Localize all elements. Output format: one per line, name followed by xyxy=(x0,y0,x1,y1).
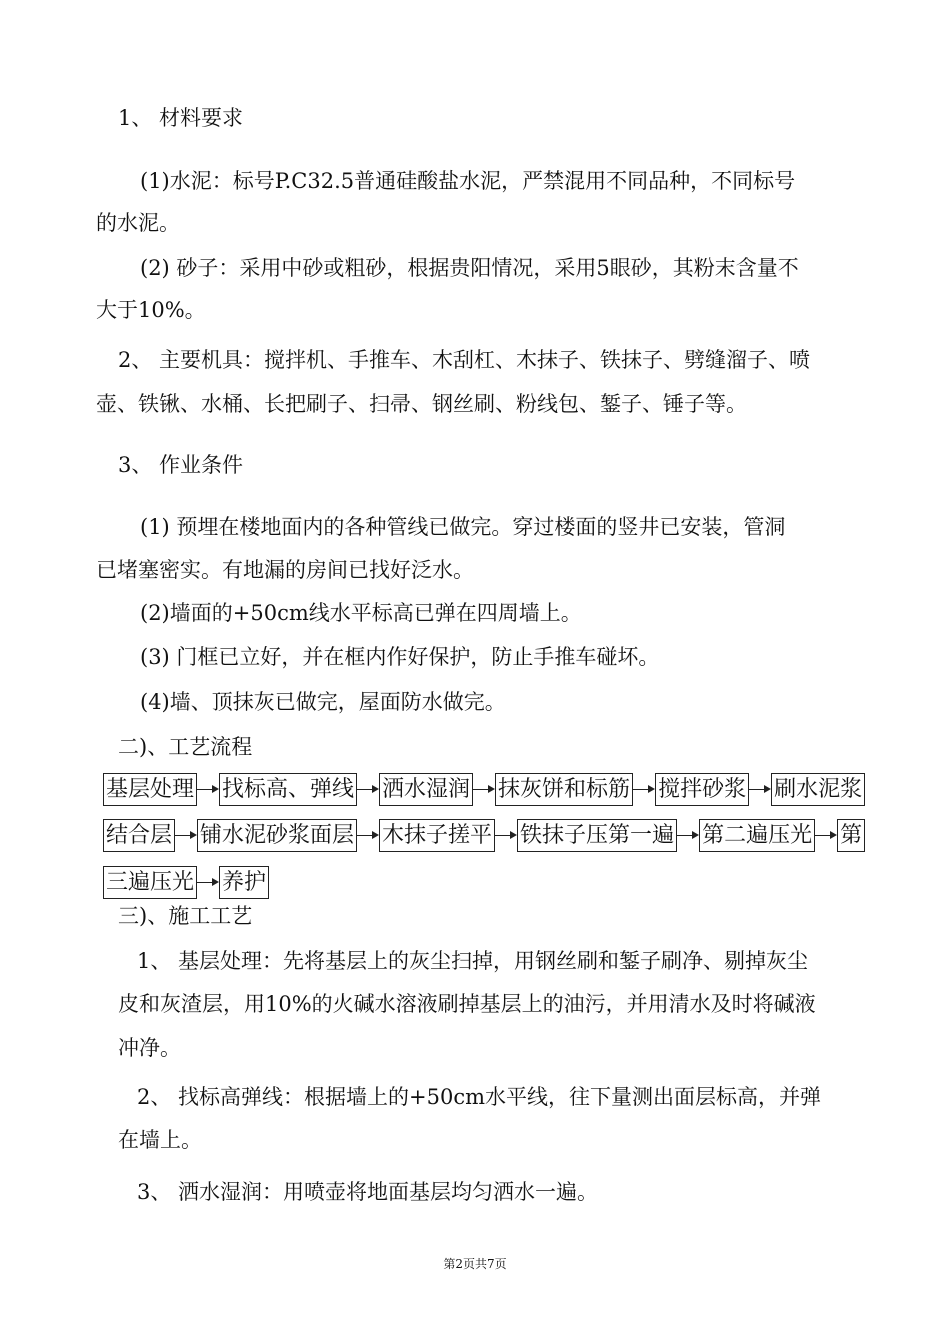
construction-process-heading: 三)、施工工艺 xyxy=(118,904,253,928)
arrow-right-icon xyxy=(633,774,655,805)
sand-paragraph-line-2: 大于10%。 xyxy=(96,298,206,322)
base-treatment-line-2: 皮和灰渣层，用10%的火碱水溶液刷掉基层上的油污，并用清水及时将碱液 xyxy=(118,992,816,1016)
condition-4: (4)墙、顶抹灰已做完，屋面防水做完。 xyxy=(140,690,506,714)
cement-paragraph-line-1: (1)水泥：标号P.C32.5普通硅酸盐水泥，严禁混用不同品种，不同标号 xyxy=(140,169,796,193)
flow-step: 第二遍压光 xyxy=(699,819,815,852)
flow-step: 第 xyxy=(837,819,865,852)
level-marking-line-2: 在墙上。 xyxy=(118,1128,202,1152)
work-conditions-heading: 3、 作业条件 xyxy=(118,453,244,477)
arrow-right-icon xyxy=(495,820,517,851)
arrow-right-icon xyxy=(749,774,771,805)
arrow-right-icon xyxy=(357,820,379,851)
flow-step: 洒水湿润 xyxy=(379,773,473,806)
main-tools-line-1: 2、 主要机具：搅拌机、手推车、木刮杠、木抹子、铁抹子、劈缝溜子、喷 xyxy=(118,348,811,372)
material-requirements-heading: 1、 材料要求 xyxy=(118,106,244,130)
base-treatment-line-3: 冲净。 xyxy=(118,1036,181,1060)
condition-1-line-1: (1) 预埋在楼地面内的各种管线已做完。穿过楼面的竖井已安装，管洞 xyxy=(140,515,786,539)
flow-step: 三遍压光 xyxy=(103,866,197,899)
arrow-right-icon xyxy=(473,774,495,805)
base-treatment-line-1: 1、 基层处理：先将基层上的灰尘扫掉，用钢丝刷和錾子刷净、剔掉灰尘 xyxy=(137,949,809,973)
flow-step: 找标高、弹线 xyxy=(219,773,357,806)
flow-step: 抹灰饼和标筋 xyxy=(495,773,633,806)
arrow-right-icon xyxy=(677,820,699,851)
arrow-right-icon xyxy=(815,820,837,851)
flow-step: 铺水泥砂浆面层 xyxy=(197,819,357,852)
level-marking-line-1: 2、 找标高弹线：根据墙上的+50cm水平线，往下量测出面层标高，并弹 xyxy=(137,1085,822,1109)
page-number: 第2页共7页 xyxy=(443,1257,507,1271)
condition-3: (3) 门框已立好，并在框内作好保护，防止手推车碰坏。 xyxy=(140,645,660,669)
sand-paragraph-line-1: (2) 砂子：采用中砂或粗砂，根据贵阳情况，采用5眼砂，其粉末含量不 xyxy=(140,256,799,280)
flow-step: 养护 xyxy=(219,866,269,899)
arrow-right-icon xyxy=(197,774,219,805)
condition-1-line-2: 已堵塞密实。有地漏的房间已找好泛水。 xyxy=(96,558,474,582)
arrow-right-icon xyxy=(357,774,379,805)
flow-step: 搅拌砂浆 xyxy=(655,773,749,806)
flow-step: 木抹子搓平 xyxy=(379,819,495,852)
process-flow-row-2 xyxy=(103,818,865,852)
process-flow-heading: 二)、工艺流程 xyxy=(118,735,253,759)
flow-step: 结合层 xyxy=(103,819,175,852)
flow-step: 铁抹子压第一遍 xyxy=(517,819,677,852)
arrow-right-icon xyxy=(197,867,219,898)
flow-step: 刷水泥浆 xyxy=(771,773,865,806)
condition-2: (2)墙面的+50cm线水平标高已弹在四周墙上。 xyxy=(140,601,582,625)
process-flow-row-1 xyxy=(103,772,865,806)
watering-step: 3、 洒水湿润：用喷壶将地面基层均匀洒水一遍。 xyxy=(137,1180,599,1204)
main-tools-line-2: 壶、铁锹、水桶、长把刷子、扫帚、钢丝刷、粉线包、錾子、锤子等。 xyxy=(96,392,747,416)
flow-step: 基层处理 xyxy=(103,773,197,806)
arrow-right-icon xyxy=(175,820,197,851)
cement-paragraph-line-2: 的水泥。 xyxy=(96,211,180,235)
process-flow-row-3 xyxy=(103,865,269,899)
